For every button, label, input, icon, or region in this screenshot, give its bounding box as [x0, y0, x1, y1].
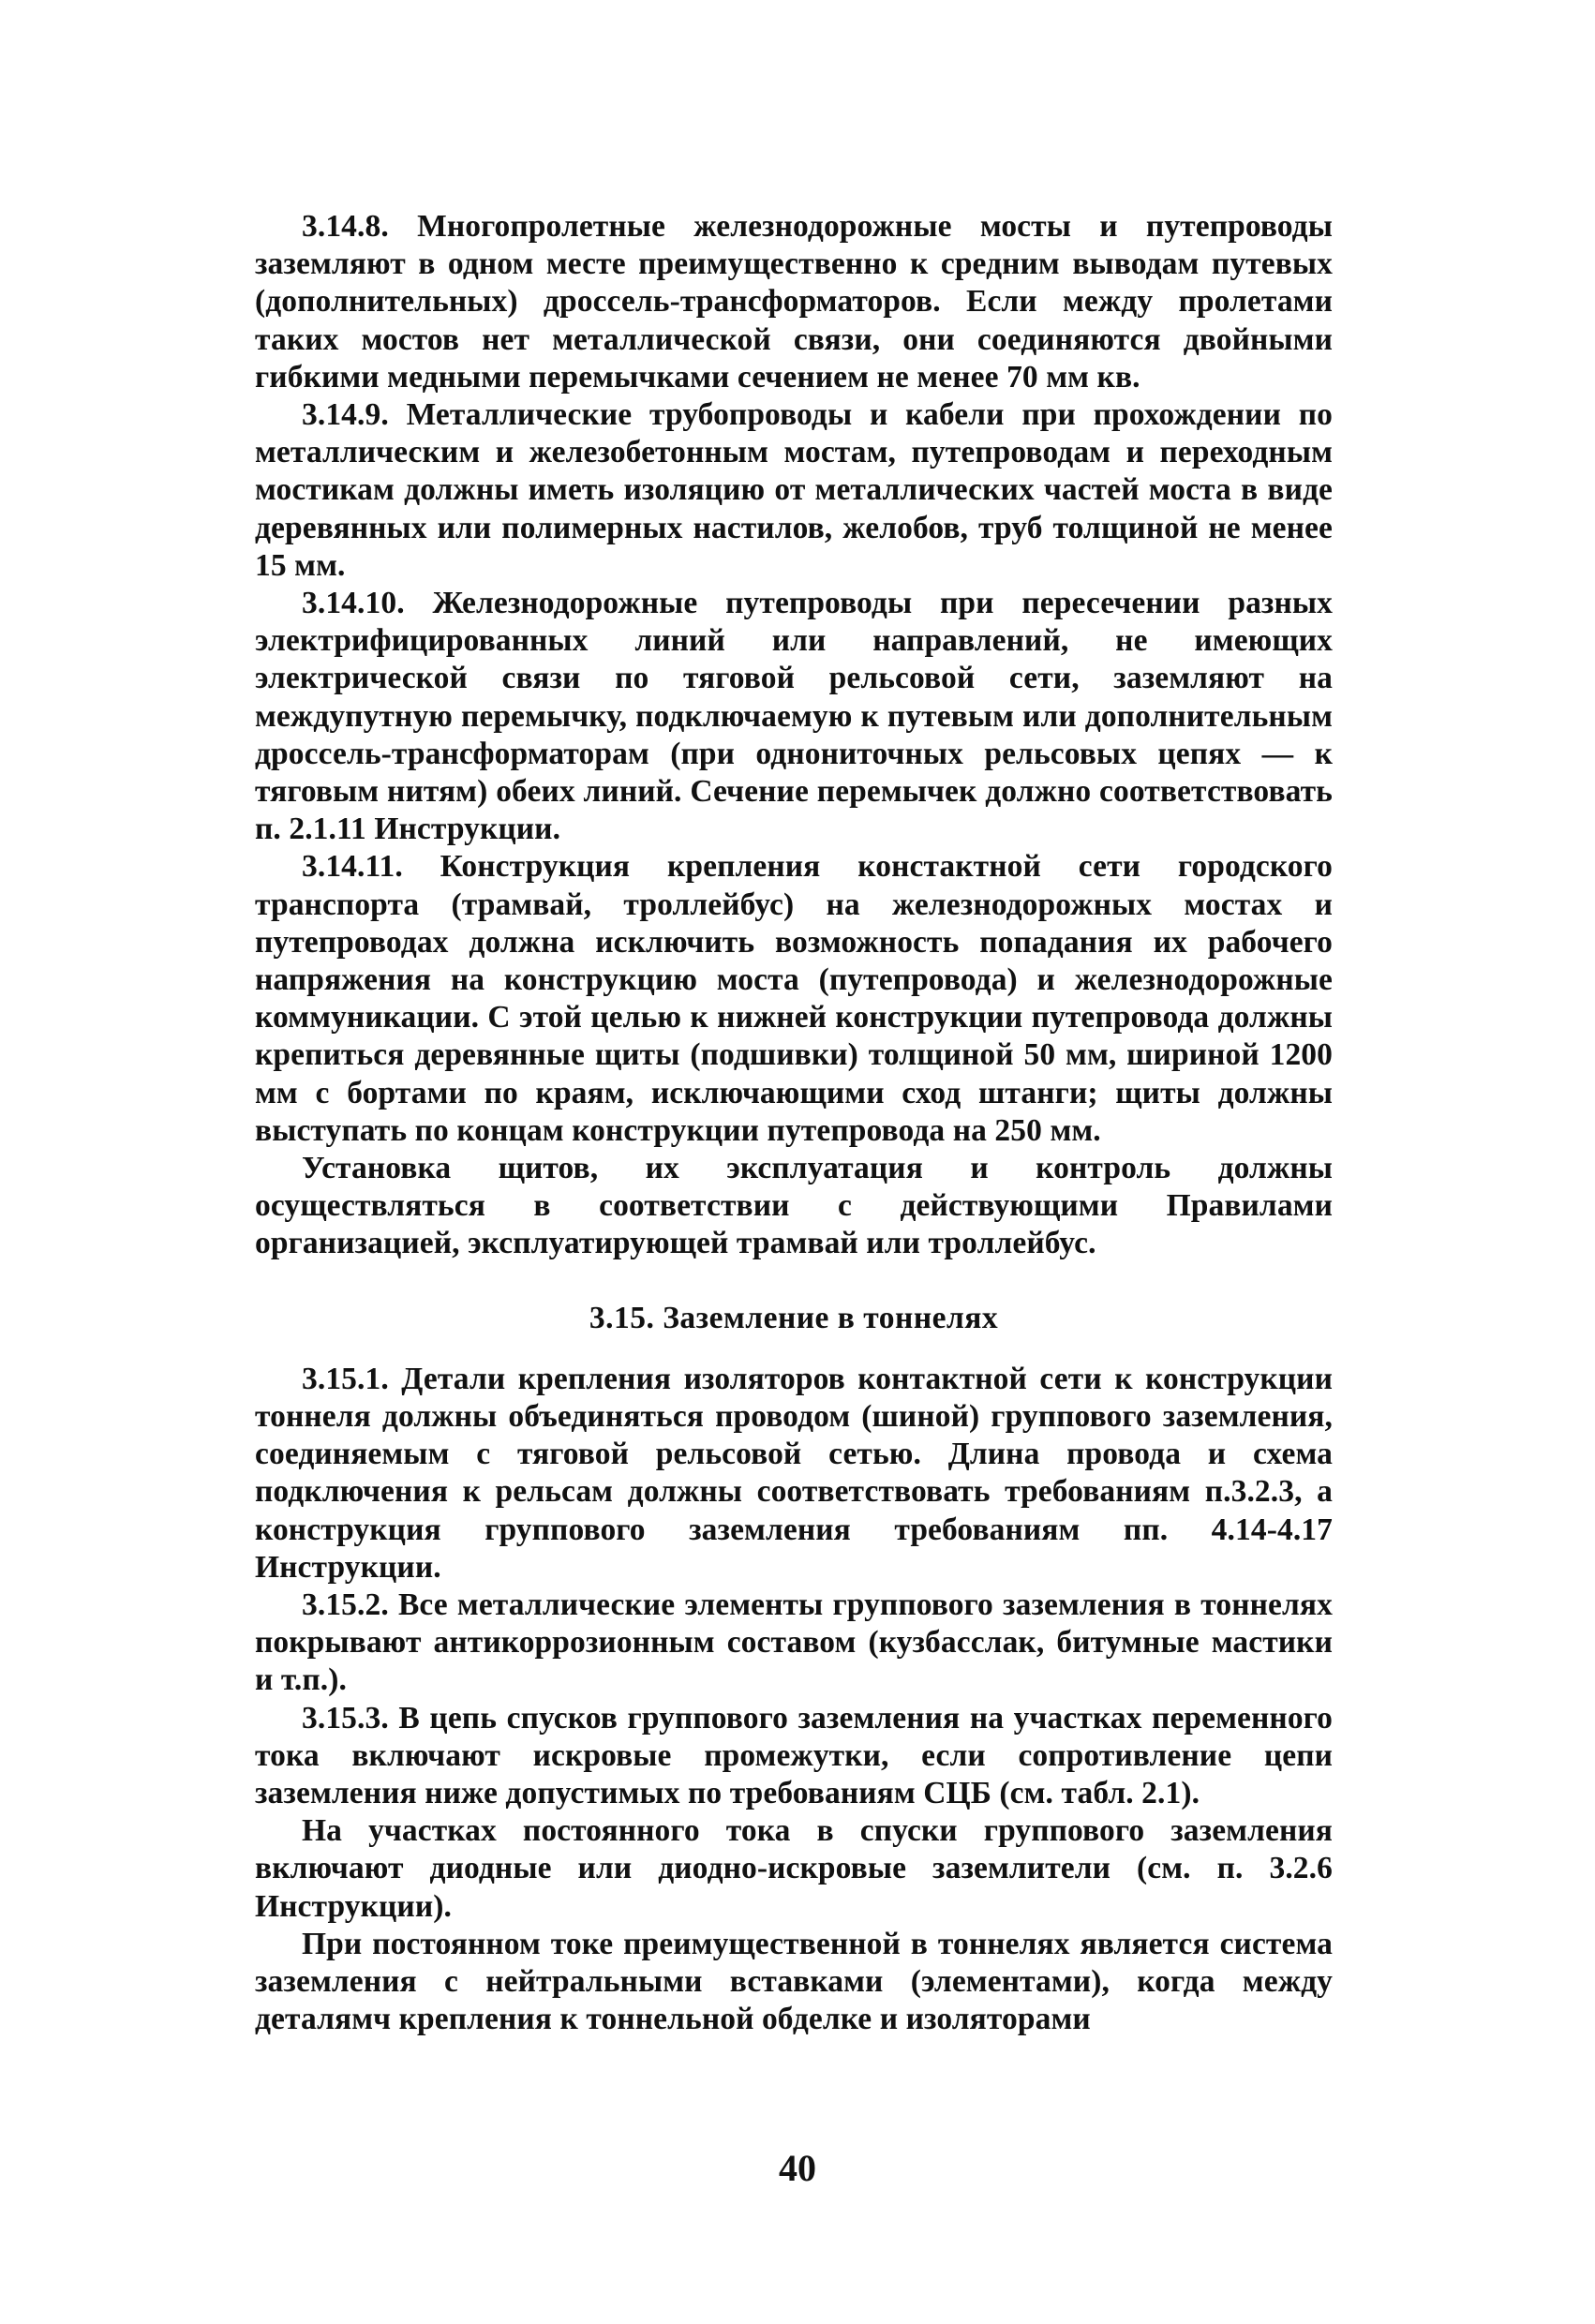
- document-page: [255, 208, 1333, 2038]
- section-title-3-15: 3.15. Заземление в тоннелях: [589, 1300, 999, 1335]
- paragraph-3-14-11: 3.14.11. Конструкция крепления констактной сети городского транспорта (трамвай, троллейбус) на железнодорожных мостах и путепроводах должна исключить возможность попадания их рабочего напряжения на конструкцию моста (путепровода) и железнодорожные коммуникации. С этой целью к нижней конструкции путепровода должны крепиться деревянные щиты (подшивки) толщиной 50 мм, шириной 1200 мм с бортами по краям, исключающими сход штанги; щиты должны выступать по концам конструкции путепровода на 250 мм.: [255, 849, 1333, 1148]
- paragraph-3-14-9: 3.14.9. Металлические трубопроводы и кабели при прохождении по металлическим и железобетонным мостам, путепроводам и переходным мостикам должны иметь изоляцию от металлических частей моста в виде деревянных или полимерных настилов, желобов, труб толщиной не менее 15 мм.: [255, 397, 1333, 583]
- page-number: 40: [779, 2147, 816, 2189]
- paragraph-3-14-10: 3.14.10. Железнодорожные путепроводы при пересечении разных электрифицированных линий или направлений, не имеющих электрической связи по тяговой рельсовой сети, заземляют на междупутную перемычку, подключаемую к путевым или дополнительным дроссель-трансформаторам (при однониточных рельсовых цепях — к тяговым нитям) обеих линий. Сечение перемычек должно соответствовать п. 2.1.11 Инструкции.: [255, 586, 1333, 847]
- paragraph-shields-installation: Установка щитов, их эксплуатация и контроль должны осуществляться в соответствии с действующими Правилами организацией, эксплуатирующей трамвай или троллейбус.: [255, 1151, 1333, 1261]
- paragraph-dc-preferred-system: При постоянном токе преимущественной в тоннелях является система заземления с нейтральными вставками (элементами), когда между деталямч крепления к тоннельной обделке и изоляторами: [255, 1926, 1333, 2037]
- paragraph-3-15-3: 3.15.3. В цепь спусков группового заземления на участках переменного тока включают искровые промежутки, если сопротивление цепи заземления ниже допустимых по требованиям СЦБ (см. табл. 2.1).: [255, 1700, 1333, 1810]
- paragraph-3-15-2: 3.15.2. Все металлические элементы группового заземления в тоннелях покрывают антикоррозионным составом (кузбасслак, битумные мастики и т.п.).: [255, 1587, 1333, 1698]
- paragraph-3-15-1: 3.15.1. Детали крепления изоляторов контактной сети к конструкции тоннеля должны объединяться проводом (шиной) группового заземления, соединяемым с тяговой рельсовой сетью. Длина провода и схема подключения к рельсам должны соответствовать требованиям п.3.2.3, а конструкция группового заземления требованиям пп. 4.14-4.17 Инструкции.: [255, 1361, 1333, 1585]
- paragraph-3-14-8: 3.14.8. Многопролетные железнодорожные мосты и путепроводы заземляют в одном месте преимущественно к средним выводам путевых (дополнительных) дроссель-трансформаторов. Если между пролетами таких мостов нет металлической связи, они соединяются двойными гибкими медными перемычками сечением не менее 70 мм кв.: [255, 209, 1333, 395]
- paragraph-dc-sections: На участках постоянного тока в спуски группового заземления включают диодные или диодно-искровые заземлители (см. п. 3.2.6 Инструкции).: [255, 1813, 1333, 1924]
